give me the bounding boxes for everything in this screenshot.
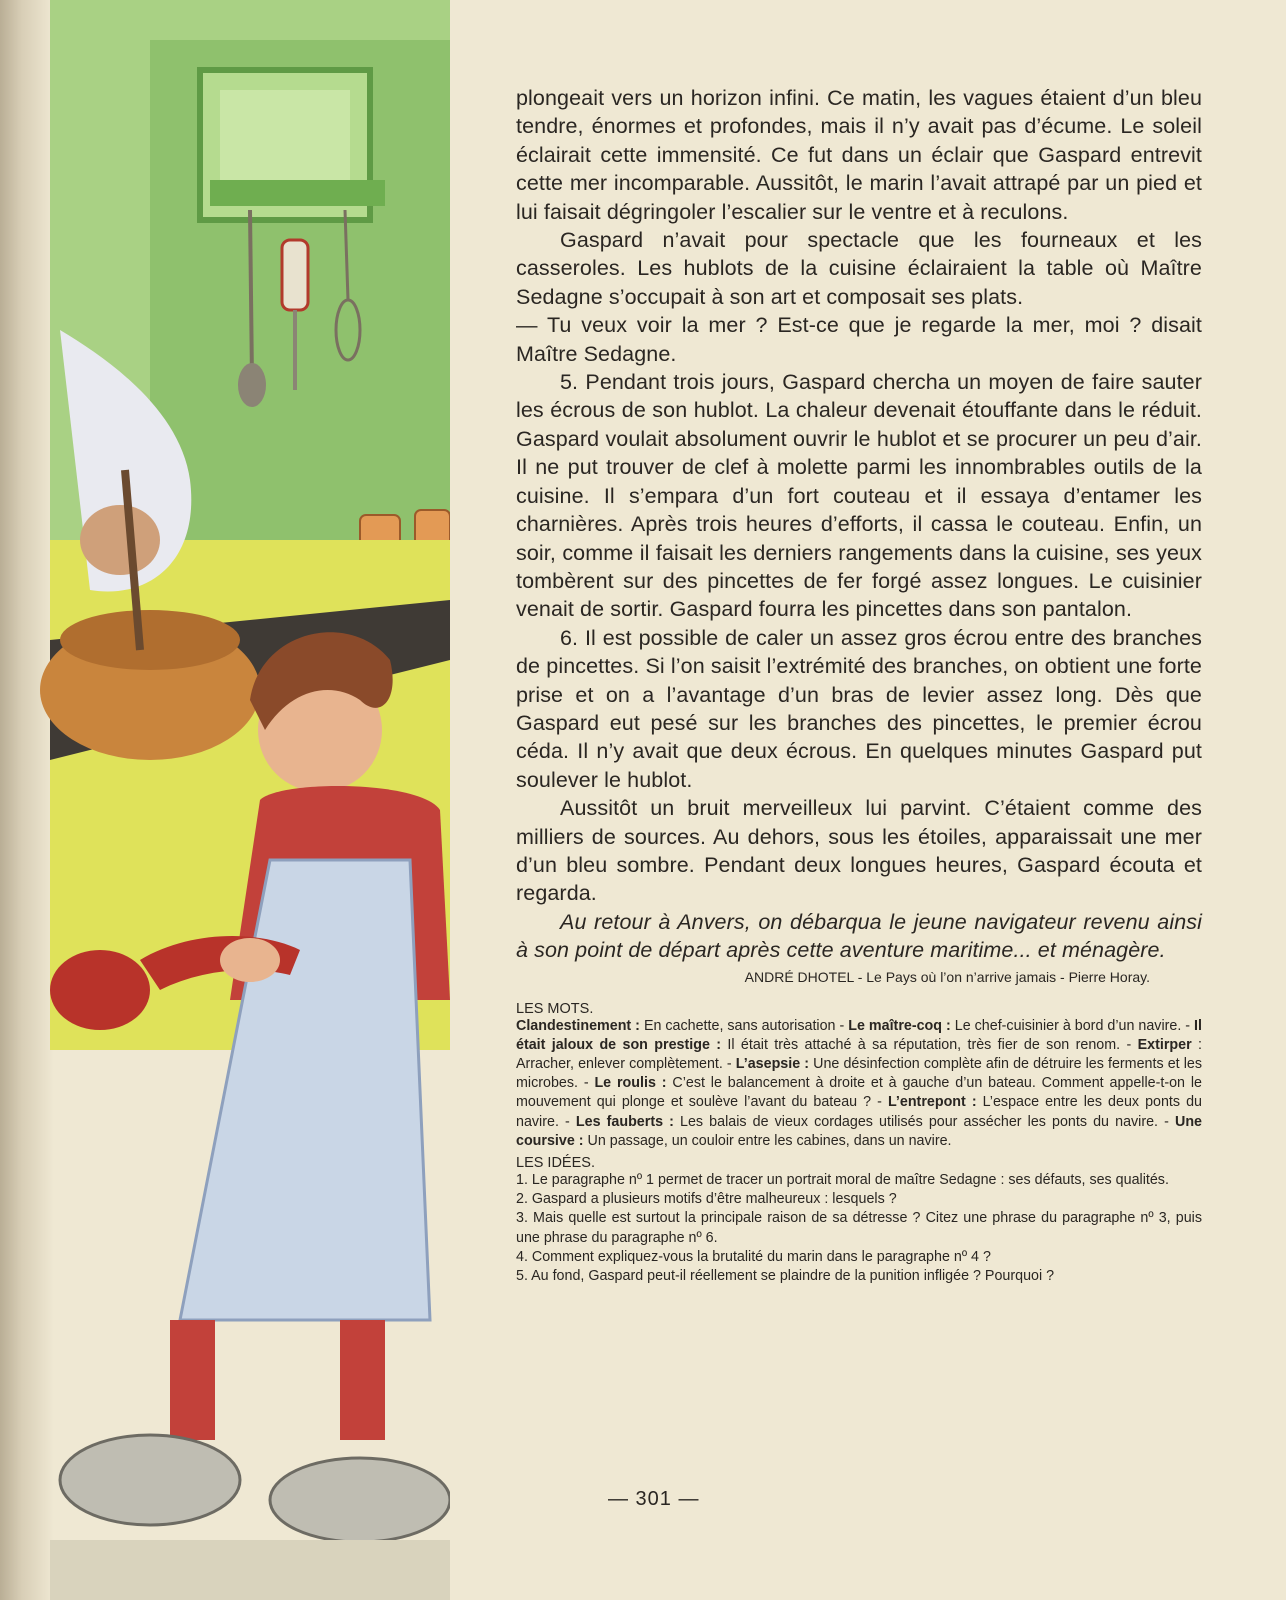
question-item: 1. Le paragraphe nº 1 permet de tracer un portrait moral de maître Sedagne : ses défauts, ses qualités. — [516, 1172, 1169, 1189]
kitchen-illustration — [30, 0, 450, 1600]
glossary-def: C’est le balancement à droite et à gauche d’un bateau. Comment appelle-t-on le mouvement qui plonge et soulève l’avant du bateau ? - — [516, 1075, 1202, 1111]
glossary-def: Une désinfection complète afin de détruire les ferments et les microbes. - — [516, 1056, 1202, 1092]
question-item: 5. Au fond, Gaspard peut-il réellement se plaindre de la punition infligée ? Pourquoi ? — [516, 1268, 1055, 1285]
boot-right — [270, 1458, 450, 1542]
glossary-def: L’espace entre les deux ponts du navire. - — [516, 1094, 1202, 1130]
glossary-def: Le chef-cuisinier à bord d’un navire. - — [950, 1017, 1195, 1034]
glossary-term: Clandestinement : — [516, 1017, 640, 1034]
paragraph-conclusion: Au retour à Anvers, on débarqua le jeune navigateur revenu ainsi à son point de départ après cette aventure maritime... et ménagère. — [516, 909, 1202, 963]
glossary-def: En cachette, sans autorisation - — [639, 1017, 849, 1034]
floor — [50, 1540, 450, 1600]
utensil-rack — [210, 180, 385, 206]
paragraph-kitchen: Gaspard n’avait pour spectacle que les fourneaux et les casseroles. Les hublots de la cuisine éclairaient la table où Maître Sedagne s’occupait à son art et composait ses plats. — [516, 228, 1202, 309]
paragraph-sea-sound: Aussitôt un bruit merveilleux lui parvint. C’étaient comme des milliers de sources. Au dehors, sous les étoiles, apparaissait une mer d’un bleu sombre. Pendant deux longues heures, Gaspard écouta et regarda. — [516, 796, 1202, 906]
mots-title: LES MOTS. — [516, 1000, 594, 1017]
glossary-term: Une coursive : — [516, 1113, 1203, 1149]
text-column — [516, 84, 1202, 1286]
page-number: — 301 — — [608, 1488, 700, 1510]
question-item: 3. Mais quelle est surtout la principale raison de sa détresse ? Citez une phrase du paragraphe nº 3, puis une phrase du paragraphe nº 6. — [516, 1210, 1202, 1246]
paragraph-5: 5. Pendant trois jours, Gaspard chercha un moyen de faire sauter les écrous de son hublot. La chaleur devenait étouffante dans le réduit. Gaspard voulait absolument ouvrir le hublot et se procurer un peu d’air. Il ne put trouver de clef à molette parmi les innombrables outils de la cuisine. Il s’empara d’un fort couteau et il essaya d’entamer les charnières. Après trois heures d’efforts, il cassa le couteau. Enfin, un soir, comme il faisait les derniers rangements dans la cuisine, ses yeux tombèrent sur des pincettes de fer forgé assez longues. Le cuisinier venait de sortir. Gaspard fourra les pincettes dans son pantalon. — [516, 370, 1202, 622]
glossary-term: Le roulis : — [594, 1075, 667, 1092]
glossary-term: Les fauberts : — [575, 1113, 674, 1130]
paragraph-6: 6. Il est possible de caler un assez gros écrou entre des branches de pincettes. Si l’on saisit l’extrémité des branches, on obtient une forte prise et on a l’avantage d’un bras de levier assez long. Dès que Gaspard eut pesé sur les branches des pincettes, le premier écrou céda. Il n’y avait que deux écrous. En quelques minutes Gaspard put soulever le hublot. — [516, 625, 1202, 792]
saucepan — [50, 950, 150, 1030]
attribution: ANDRÉ DHOTEL - Le Pays où l’on n’arrive jamais - Pierre Horay. — [744, 968, 1150, 985]
glossary-def: Un passage, un couloir entre les cabines, dans un navire. — [583, 1132, 952, 1149]
glossary-def: Il était très attaché à sa réputation, très fier de son renom. - — [721, 1036, 1138, 1053]
question-item: 2. Gaspard a plusieurs motifs d’être malheureux : lesquels ? — [516, 1191, 897, 1208]
mots-glossary — [516, 1017, 1202, 1151]
boot-left — [60, 1435, 240, 1525]
ladle — [238, 363, 266, 407]
paragraph-continuation: plongeait vers un horizon infini. Ce matin, les vagues étaient d’un bleu tendre, énormes et profondes, mais il n’y avait pas d’écume. Le soleil éclairait cette immensité. Ce fut dans un éclair que Gaspard entrevit cette mer incomparable. Aussitôt, le marin l’avait attrapé par un pied et lui faisait dégringoler l’escalier sur le ventre et à reculons. — [516, 86, 1202, 224]
paragraph-dialogue: — Tu veux voir la mer ? Est-ce que je regarde la mer, moi ? disait Maître Sedagne. — [516, 313, 1202, 366]
glossary-term: Il était jaloux de son prestige : — [516, 1017, 1202, 1053]
glossary-def: : Arracher, enlever complètement. - — [516, 1036, 1202, 1072]
idees-title: LES IDÉES. — [516, 1155, 595, 1172]
glossary-term: Extirper — [1137, 1036, 1192, 1053]
glossary-term: Le maître-coq : — [848, 1017, 951, 1034]
glossary-def: Les balais de vieux cordages utilisés pour assécher les ponts du navire. - — [673, 1113, 1175, 1130]
question-item: 4. Comment expliquez-vous la brutalité du marin dans le paragraphe nº 4 ? — [516, 1248, 991, 1265]
glossary-term: L’entrepont : — [887, 1094, 977, 1111]
glossary-term: L’asepsie : — [735, 1056, 810, 1072]
